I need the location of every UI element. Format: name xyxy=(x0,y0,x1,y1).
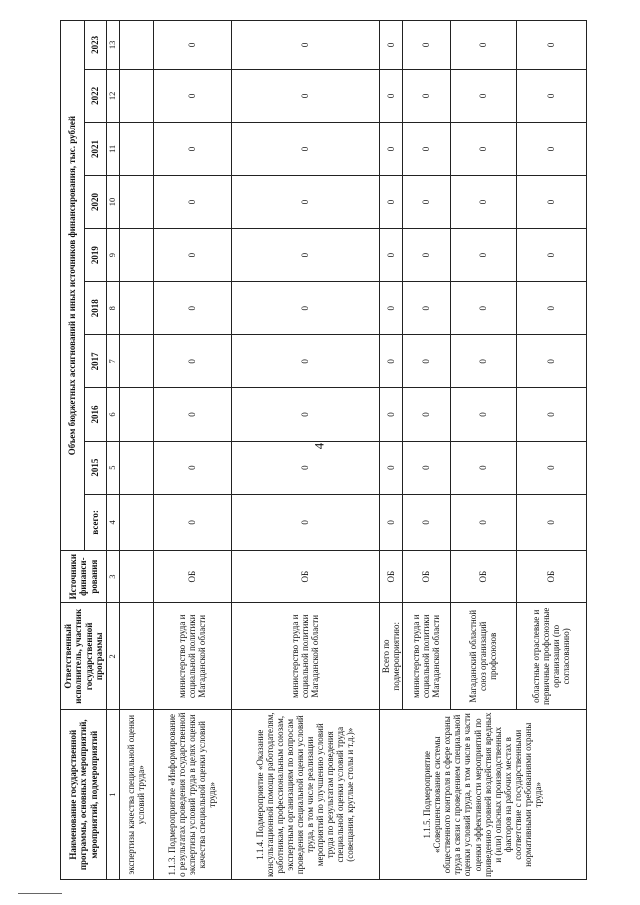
row-value: 0 xyxy=(153,335,231,388)
row-value xyxy=(119,229,153,282)
column-number: 2 xyxy=(107,603,120,710)
row-source: ОБ xyxy=(402,551,450,603)
row-value: 0 xyxy=(231,229,379,282)
row-value xyxy=(119,175,153,228)
row-executor xyxy=(119,603,153,710)
header-year: 2019 xyxy=(85,229,107,282)
row-value: 0 xyxy=(402,229,450,282)
row-executor: областные отраслевые и первичные профсоюзные организации (по согласованию) xyxy=(516,603,586,710)
row-value: 0 xyxy=(231,122,379,175)
row-source: ОБ xyxy=(450,551,516,603)
row-value: 0 xyxy=(402,69,450,122)
financing-table xyxy=(60,20,587,880)
row-value: 0 xyxy=(231,69,379,122)
page-number: 4 xyxy=(311,442,327,450)
row-name: 1.1.4. Подмероприятие «Оказание консультационной помощи работодателям, работникам, профессиональным союзам, экспертным организациям по вопросам проведения специальной оценки условий труда, в том числе реализации мероприятий по улучшению условий труда по результатам проведения специальной оценки условий труда (совещания, круглые столы и т.д.)» xyxy=(231,710,379,880)
header-year: 2021 xyxy=(85,122,107,175)
row-value: 0 xyxy=(379,494,402,551)
header-year: 2017 xyxy=(85,335,107,388)
row-value: 0 xyxy=(379,282,402,335)
row-value: 0 xyxy=(153,282,231,335)
table-row xyxy=(379,21,402,880)
row-source xyxy=(119,551,153,603)
table-row xyxy=(153,21,231,880)
column-number: 7 xyxy=(107,335,120,388)
row-value: 0 xyxy=(379,229,402,282)
row-value: 0 xyxy=(402,441,450,494)
row-value: 0 xyxy=(516,282,586,335)
row-value xyxy=(119,282,153,335)
row-value: 0 xyxy=(450,21,516,70)
row-value: 0 xyxy=(450,175,516,228)
column-number: 4 xyxy=(107,494,120,551)
header-year: 2020 xyxy=(85,175,107,228)
header-executor: Ответственный исполнитель, участник государственной программы xyxy=(61,603,107,710)
column-number: 3 xyxy=(107,551,120,603)
row-value xyxy=(119,441,153,494)
row-executor: Всего по подмероприятию: xyxy=(379,603,402,710)
row-value: 0 xyxy=(153,122,231,175)
row-value: 0 xyxy=(516,229,586,282)
row-source: ОБ xyxy=(153,551,231,603)
row-value: 0 xyxy=(516,388,586,441)
column-number: 12 xyxy=(107,69,120,122)
row-value: 0 xyxy=(231,441,379,494)
rotated-table-container xyxy=(60,20,586,880)
row-value: 0 xyxy=(231,175,379,228)
row-value: 0 xyxy=(231,21,379,70)
row-value: 0 xyxy=(450,441,516,494)
header-year: 2022 xyxy=(85,69,107,122)
column-number: 8 xyxy=(107,282,120,335)
row-value: 0 xyxy=(516,175,586,228)
row-value: 0 xyxy=(379,175,402,228)
column-number: 9 xyxy=(107,229,120,282)
row-value xyxy=(119,21,153,70)
column-number-row xyxy=(107,21,120,880)
row-value xyxy=(119,335,153,388)
row-value xyxy=(119,388,153,441)
row-name: экспертизы качества специальной оценки условий труда» xyxy=(119,710,153,880)
row-value: 0 xyxy=(402,494,450,551)
row-value xyxy=(119,69,153,122)
row-value: 0 xyxy=(450,335,516,388)
row-value: 0 xyxy=(153,494,231,551)
row-value: 0 xyxy=(231,494,379,551)
row-name: 1.1.3. Подмероприятие «Информирование о результатах проведения государственной экспертизы условий труда в целях оценки качества специальной оценки условий труда» xyxy=(153,710,231,880)
header-year: 2023 xyxy=(85,21,107,70)
row-executor: министерство труда и социальной политики Магаданской области xyxy=(153,603,231,710)
row-value: 0 xyxy=(379,69,402,122)
column-number: 1 xyxy=(107,710,120,880)
row-value: 0 xyxy=(402,175,450,228)
row-value: 0 xyxy=(516,494,586,551)
row-value: 0 xyxy=(231,282,379,335)
row-value: 0 xyxy=(231,335,379,388)
row-value: 0 xyxy=(379,441,402,494)
header-year: 2016 xyxy=(85,388,107,441)
row-value: 0 xyxy=(450,388,516,441)
row-value: 0 xyxy=(516,122,586,175)
row-name-merged: 1.1.5. Подмероприятие «Совершенствование системы общественного контроля в сфере охраны труда в связи с проведением специальной оценки условий труда, в том числе в части оценки эффективности мероприятий по приведению уровней воздействия вредных и (или) опасных производственных факторов на рабочих местах в соответствие с государственными нормативными требованиями охраны труда» xyxy=(379,710,586,880)
row-value: 0 xyxy=(450,229,516,282)
row-value: 0 xyxy=(402,335,450,388)
row-value: 0 xyxy=(516,69,586,122)
row-value: 0 xyxy=(379,335,402,388)
header-source: Источники финанси-рования xyxy=(61,551,107,603)
column-number: 6 xyxy=(107,388,120,441)
row-value xyxy=(119,122,153,175)
row-value: 0 xyxy=(516,335,586,388)
row-value: 0 xyxy=(153,388,231,441)
row-value: 0 xyxy=(516,441,586,494)
row-value: 0 xyxy=(153,229,231,282)
header-year: 2015 xyxy=(85,441,107,494)
header-name: Наименование государственной программы, основных мероприятий, мероприятий, подмероприятий xyxy=(61,710,107,880)
row-source: ОБ xyxy=(231,551,379,603)
row-executor: министерство труда и социальной политики Магаданской области xyxy=(231,603,379,710)
header-volume: Объем бюджетных ассигнований и иных источников финансирования, тыс. рублей xyxy=(61,21,85,551)
column-number: 13 xyxy=(107,21,120,70)
header-row-1 xyxy=(61,21,85,880)
row-value: 0 xyxy=(402,21,450,70)
row-value: 0 xyxy=(153,21,231,70)
row-value: 0 xyxy=(153,175,231,228)
table-row xyxy=(231,21,379,880)
column-number: 10 xyxy=(107,175,120,228)
column-number: 11 xyxy=(107,122,120,175)
row-value xyxy=(119,494,153,551)
row-value: 0 xyxy=(402,282,450,335)
row-source: ОБ xyxy=(379,551,402,603)
row-value: 0 xyxy=(450,69,516,122)
row-executor: Магаданский областной союз организаций профсоюзов xyxy=(450,603,516,710)
row-source: ОБ xyxy=(516,551,586,603)
row-value: 0 xyxy=(450,122,516,175)
row-value: 0 xyxy=(153,441,231,494)
row-executor: министерство труда и социальной политики Магаданской области xyxy=(402,603,450,710)
header-total: всего: xyxy=(85,494,107,551)
row-value: 0 xyxy=(379,21,402,70)
header-year: 2018 xyxy=(85,282,107,335)
row-value: 0 xyxy=(402,388,450,441)
row-value: 0 xyxy=(402,122,450,175)
row-value: 0 xyxy=(450,494,516,551)
row-value: 0 xyxy=(153,69,231,122)
column-number: 5 xyxy=(107,441,120,494)
row-value: 0 xyxy=(379,122,402,175)
row-value: 0 xyxy=(450,282,516,335)
row-value: 0 xyxy=(516,21,586,70)
table-row xyxy=(119,21,153,880)
row-value: 0 xyxy=(379,388,402,441)
footer-divider xyxy=(18,893,62,894)
row-value: 0 xyxy=(231,388,379,441)
